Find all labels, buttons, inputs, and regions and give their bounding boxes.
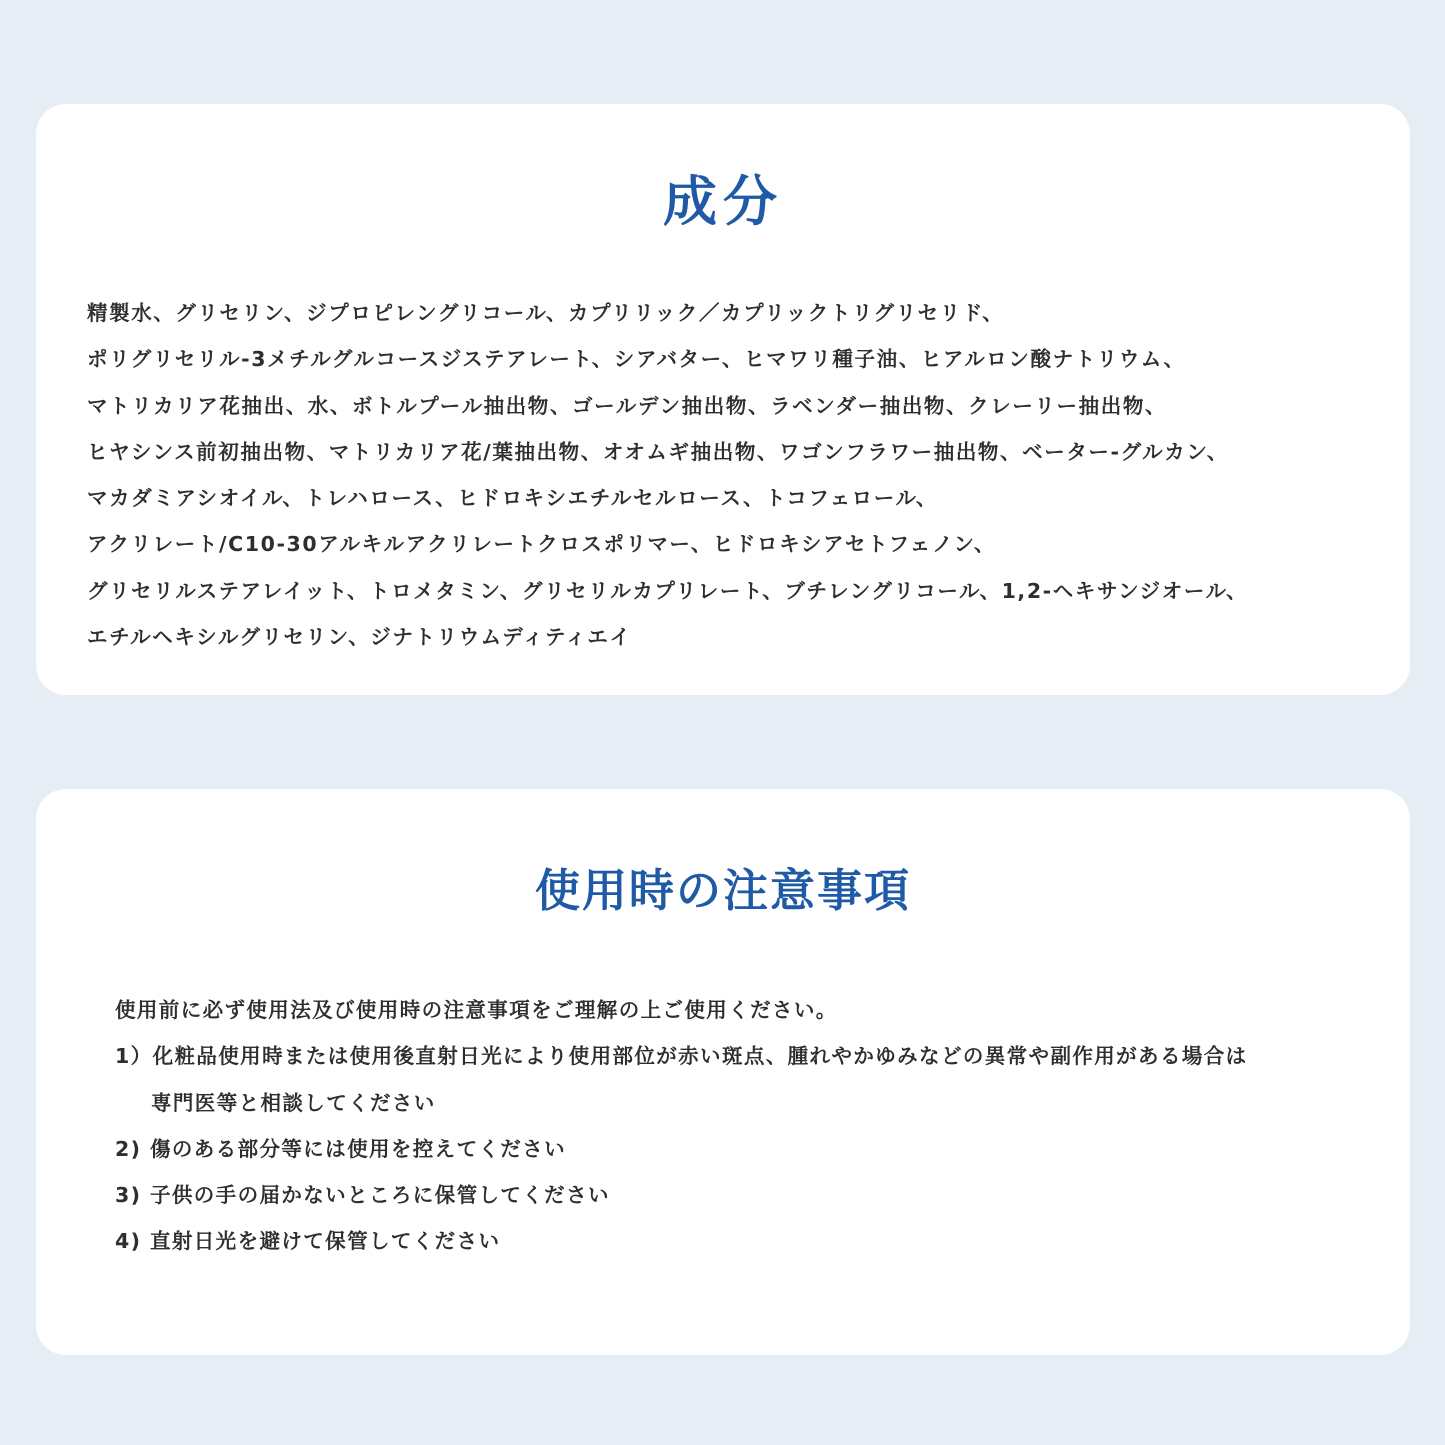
- ingredients-line: マカダミアシオイル、トレハロース、ヒドロキシエチルセルロース、トコフェロール、: [87, 486, 939, 511]
- ingredients-line: ヒヤシンス前初抽出物、マトリカリア花/葉抽出物、オオムギ抽出物、ワゴンフラワー抽出物、ベーター-グルカン、: [87, 439, 1229, 464]
- ingredients-line: エチルヘキシルグリセリン、ジナトリウムディティエイ: [87, 625, 632, 650]
- ingredients-title: 成分: [663, 170, 783, 233]
- caution-item-1: 1）化粧品使用時または使用後直射日光により使用部位が赤い斑点、腫れやかゆみなどの異常や副作用がある場合は: [115, 1044, 1248, 1069]
- cautions-intro: 使用前に必ず使用法及び使用時の注意事項をご理解の上ご使用ください。: [115, 998, 838, 1022]
- caution-item-1-continued: 専門医等と相談してください: [151, 1090, 436, 1115]
- caution-item-4: 4) 直射日光を避けて保管してください: [115, 1229, 501, 1254]
- cautions-card: [36, 789, 1410, 1355]
- ingredients-card: [36, 104, 1410, 695]
- cautions-title: 使用時の注意事項: [534, 864, 911, 917]
- ingredients-line: グリセリルステアレイット、トロメタミン、グリセリルカプリレート、ブチレングリコール、1,2-ヘキサンジオール、: [87, 578, 1249, 603]
- ingredients-line: 精製水、グリセリン、ジプロピレングリコール、カプリリック／カプリックトリグリセリド、: [87, 301, 1005, 325]
- ingredients-line: ポリグリセリル-3メチルグルコースジステアレート、シアバター、ヒマワリ種子油、ヒアルロン酸ナトリウム、: [87, 347, 1186, 372]
- cautions-list: [115, 987, 1380, 1265]
- ingredients-list: [87, 290, 1400, 660]
- ingredients-line: アクリレート/C10-30アルキルアクリレートクロスポリマー、ヒドロキシアセトフェノン、: [87, 532, 996, 557]
- ingredients-line: マトリカリア花抽出、水、ボトルプール抽出物、ゴールデン抽出物、ラベンダー抽出物、クレーリー抽出物、: [87, 393, 1168, 418]
- caution-item-3: 3) 子供の手の届かないところに保管してください: [115, 1183, 610, 1208]
- caution-item-2: 2) 傷のある部分等には使用を控えてください: [115, 1136, 567, 1161]
